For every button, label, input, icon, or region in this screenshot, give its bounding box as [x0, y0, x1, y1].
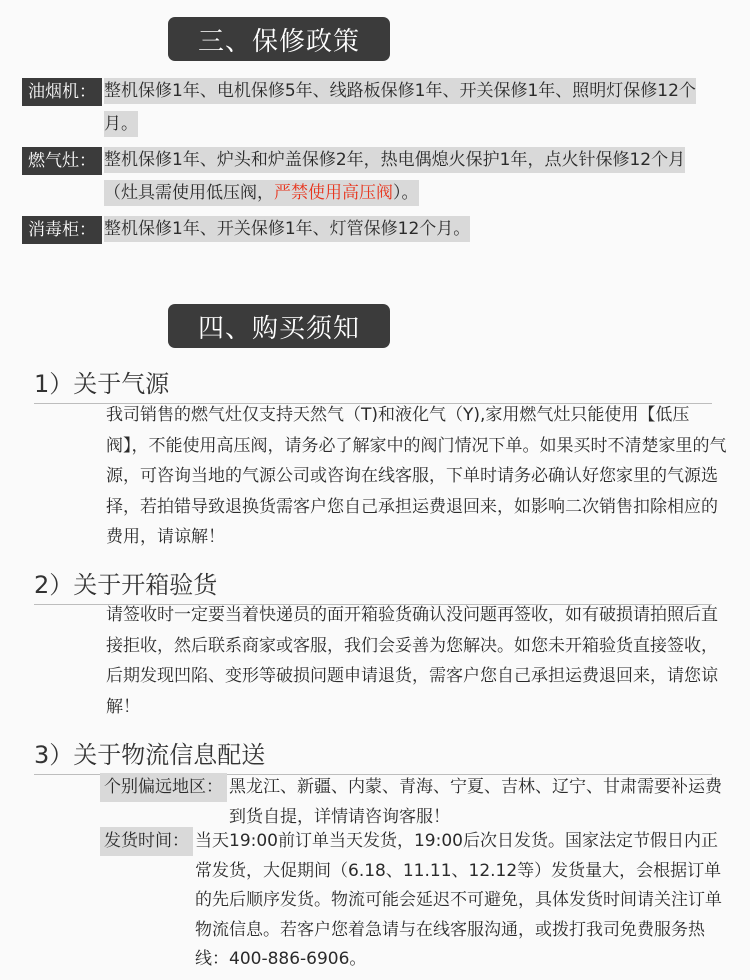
- gas-source-body: 我司销售的燃气灶仅支持天然气（T)和液化气（Y),家用燃气灶只能使用【低压阀】，不能使用高压阀，请务必了解家中的阀门情况下单。如果买时不清楚家里的气源，可咨询当地的气源公司或咨询在线客服，下单时请务必确认好您家里的气源选择，若拍错导致退换货需客户您自己承担运费退回来，如影响二次销售扣除相应的费用，请谅解！: [106, 405, 727, 547]
- remote-area-row: [100, 773, 730, 832]
- sterilizer-warranty: [22, 216, 722, 246]
- range-hood-text: 整机保修1年、电机保修5年、线路板保修1年、开关保修1年、照明灯保修12个月。: [104, 75, 716, 141]
- gas-stove-text: 整机保修1年、炉头和炉盖保修2年，热电偶熄火保护1年，点火针保修12个月（灶具需使用低压阀，严禁使用高压阀）。: [104, 144, 716, 210]
- remote-area-text: 黑龙江、新疆、内蒙、青海、宁夏、吉林、辽宁、甘肃需要补运费到货自提，详情请咨询客服！: [229, 777, 722, 827]
- sterilizer-text: 整机保修1年、开关保修1年、灯管保修12个月。: [104, 213, 716, 246]
- inspection-body: 请签收时一定要当着快递员的面开箱验货确认没问题再签收，如有破损请拍照后直接拒收，然后联系商家或客服，我们会妥善为您解决。如您未开箱验货直接签收，后期发现凹陷、变形等破损问题申请退货，需客户您自己承担运费退回来，请您谅解！: [106, 605, 718, 717]
- high-pressure-warning: 严禁使用高压阀: [274, 183, 393, 203]
- gas-source-heading: 1）关于气源: [34, 364, 712, 404]
- warranty-section-title: 三、保修政策: [168, 17, 390, 61]
- purchase-section-title: 四、购买须知: [168, 304, 390, 348]
- gas-stove-warranty: [22, 147, 722, 210]
- range-hood-label: 油烟机：: [22, 78, 102, 106]
- ship-time-text: 当天19:00前订单当天发货，19:00后次日发货。国家法定节假日内正常发货，大促期间（6.18、11.11、12.12等）发货量大，会根据订单的先后顺序发货。物流可能会延迟不可避免，具体发货时间请关注订单物流信息。若客户您着急请与在线客服沟通，或拨打我司免费服务热线：400-886-6906。: [195, 831, 722, 969]
- remote-area-label: 个别偏远地区：: [100, 773, 227, 802]
- sterilizer-label: 消毒柜：: [22, 216, 102, 244]
- gas-stove-label: 燃气灶：: [22, 147, 102, 175]
- shipping-heading: 3）关于物流信息配送: [34, 735, 712, 775]
- inspection-heading: 2）关于开箱验货: [34, 565, 712, 605]
- range-hood-warranty: [22, 78, 722, 141]
- ship-time-row: [100, 827, 730, 975]
- ship-time-label: 发货时间：: [100, 827, 193, 856]
